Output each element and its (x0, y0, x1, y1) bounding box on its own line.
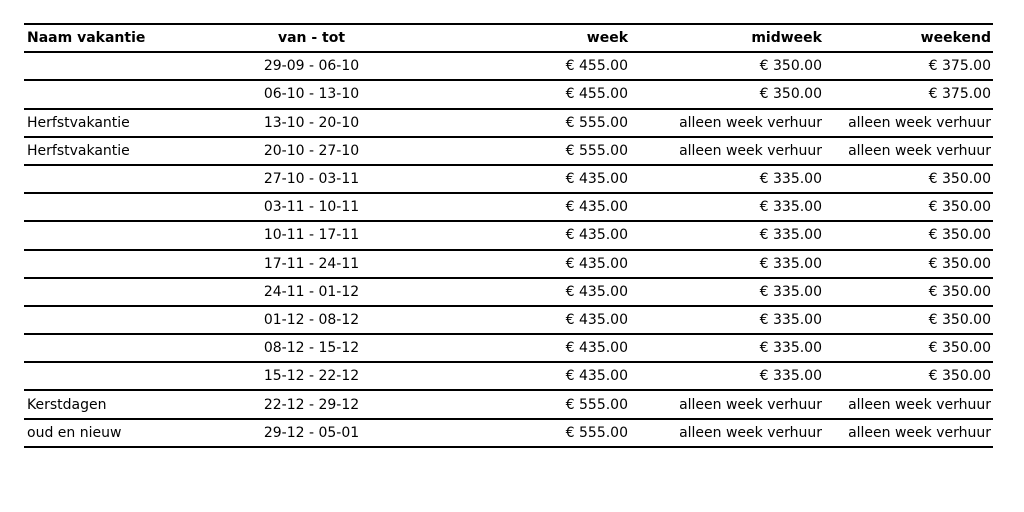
cell-weekend-price: alleen week verhuur (824, 390, 993, 418)
table-row (24, 278, 993, 306)
cell-week-price: € 435.00 (430, 250, 630, 278)
cell-week-price: € 555.00 (430, 390, 630, 418)
cell-date-range: 24-11 - 01-12 (192, 278, 430, 306)
table-row (24, 250, 993, 278)
cell-week-price: € 435.00 (430, 221, 630, 249)
table-row (24, 362, 993, 390)
cell-weekend-price: € 350.00 (824, 278, 993, 306)
cell-vacation-name (24, 250, 192, 278)
cell-vacation-name (24, 334, 192, 362)
cell-midweek-price: € 335.00 (630, 221, 824, 249)
cell-vacation-name (24, 362, 192, 390)
table-header-row (24, 24, 993, 52)
cell-weekend-price: € 350.00 (824, 306, 993, 334)
cell-date-range: 29-12 - 05-01 (192, 419, 430, 447)
table-row (24, 52, 993, 80)
cell-week-price: € 435.00 (430, 193, 630, 221)
cell-date-range: 20-10 - 27-10 (192, 137, 430, 165)
cell-week-price: € 435.00 (430, 278, 630, 306)
column-header-weekend: weekend (824, 24, 993, 52)
table-body (24, 52, 993, 447)
cell-date-range: 17-11 - 24-11 (192, 250, 430, 278)
table-row (24, 80, 993, 108)
cell-midweek-price: alleen week verhuur (630, 419, 824, 447)
cell-vacation-name (24, 80, 192, 108)
cell-weekend-price: alleen week verhuur (824, 109, 993, 137)
cell-vacation-name: Herfstvakantie (24, 109, 192, 137)
cell-week-price: € 435.00 (430, 165, 630, 193)
column-header-name: Naam vakantie (24, 24, 192, 52)
cell-vacation-name (24, 306, 192, 334)
cell-vacation-name (24, 278, 192, 306)
cell-weekend-price: alleen week verhuur (824, 137, 993, 165)
table-row (24, 419, 993, 447)
cell-vacation-name (24, 221, 192, 249)
cell-date-range: 03-11 - 10-11 (192, 193, 430, 221)
cell-weekend-price: € 375.00 (824, 52, 993, 80)
table-row (24, 334, 993, 362)
table-row (24, 306, 993, 334)
cell-week-price: € 435.00 (430, 334, 630, 362)
cell-week-price: € 455.00 (430, 52, 630, 80)
cell-weekend-price: € 350.00 (824, 193, 993, 221)
cell-midweek-price: € 350.00 (630, 52, 824, 80)
cell-midweek-price: € 350.00 (630, 80, 824, 108)
cell-vacation-name: oud en nieuw (24, 419, 192, 447)
cell-midweek-price: alleen week verhuur (630, 137, 824, 165)
cell-weekend-price: € 375.00 (824, 80, 993, 108)
cell-date-range: 08-12 - 15-12 (192, 334, 430, 362)
cell-weekend-price: € 350.00 (824, 250, 993, 278)
cell-midweek-price: € 335.00 (630, 278, 824, 306)
cell-date-range: 01-12 - 08-12 (192, 306, 430, 334)
cell-midweek-price: € 335.00 (630, 165, 824, 193)
cell-weekend-price: € 350.00 (824, 362, 993, 390)
cell-date-range: 13-10 - 20-10 (192, 109, 430, 137)
cell-week-price: € 455.00 (430, 80, 630, 108)
cell-midweek-price: € 335.00 (630, 306, 824, 334)
column-header-dates: van - tot (192, 24, 430, 52)
cell-date-range: 06-10 - 13-10 (192, 80, 430, 108)
cell-midweek-price: € 335.00 (630, 193, 824, 221)
column-header-week: week (430, 24, 630, 52)
table-row (24, 109, 993, 137)
cell-date-range: 10-11 - 17-11 (192, 221, 430, 249)
cell-midweek-price: € 335.00 (630, 250, 824, 278)
cell-vacation-name: Herfstvakantie (24, 137, 192, 165)
cell-date-range: 15-12 - 22-12 (192, 362, 430, 390)
cell-midweek-price: alleen week verhuur (630, 109, 824, 137)
table-row (24, 390, 993, 418)
cell-week-price: € 435.00 (430, 306, 630, 334)
table-row (24, 193, 993, 221)
cell-weekend-price: € 350.00 (824, 334, 993, 362)
price-table (24, 23, 993, 448)
cell-vacation-name (24, 52, 192, 80)
column-header-midweek: midweek (630, 24, 824, 52)
cell-midweek-price: € 335.00 (630, 334, 824, 362)
cell-vacation-name: Kerstdagen (24, 390, 192, 418)
cell-week-price: € 555.00 (430, 419, 630, 447)
cell-weekend-price: € 350.00 (824, 165, 993, 193)
cell-date-range: 29-09 - 06-10 (192, 52, 430, 80)
cell-date-range: 22-12 - 29-12 (192, 390, 430, 418)
cell-midweek-price: € 335.00 (630, 362, 824, 390)
table-row (24, 221, 993, 249)
cell-week-price: € 555.00 (430, 109, 630, 137)
cell-weekend-price: € 350.00 (824, 221, 993, 249)
cell-weekend-price: alleen week verhuur (824, 419, 993, 447)
cell-vacation-name (24, 193, 192, 221)
cell-week-price: € 435.00 (430, 362, 630, 390)
cell-midweek-price: alleen week verhuur (630, 390, 824, 418)
cell-date-range: 27-10 - 03-11 (192, 165, 430, 193)
table-row (24, 137, 993, 165)
cell-vacation-name (24, 165, 192, 193)
table-row (24, 165, 993, 193)
cell-week-price: € 555.00 (430, 137, 630, 165)
